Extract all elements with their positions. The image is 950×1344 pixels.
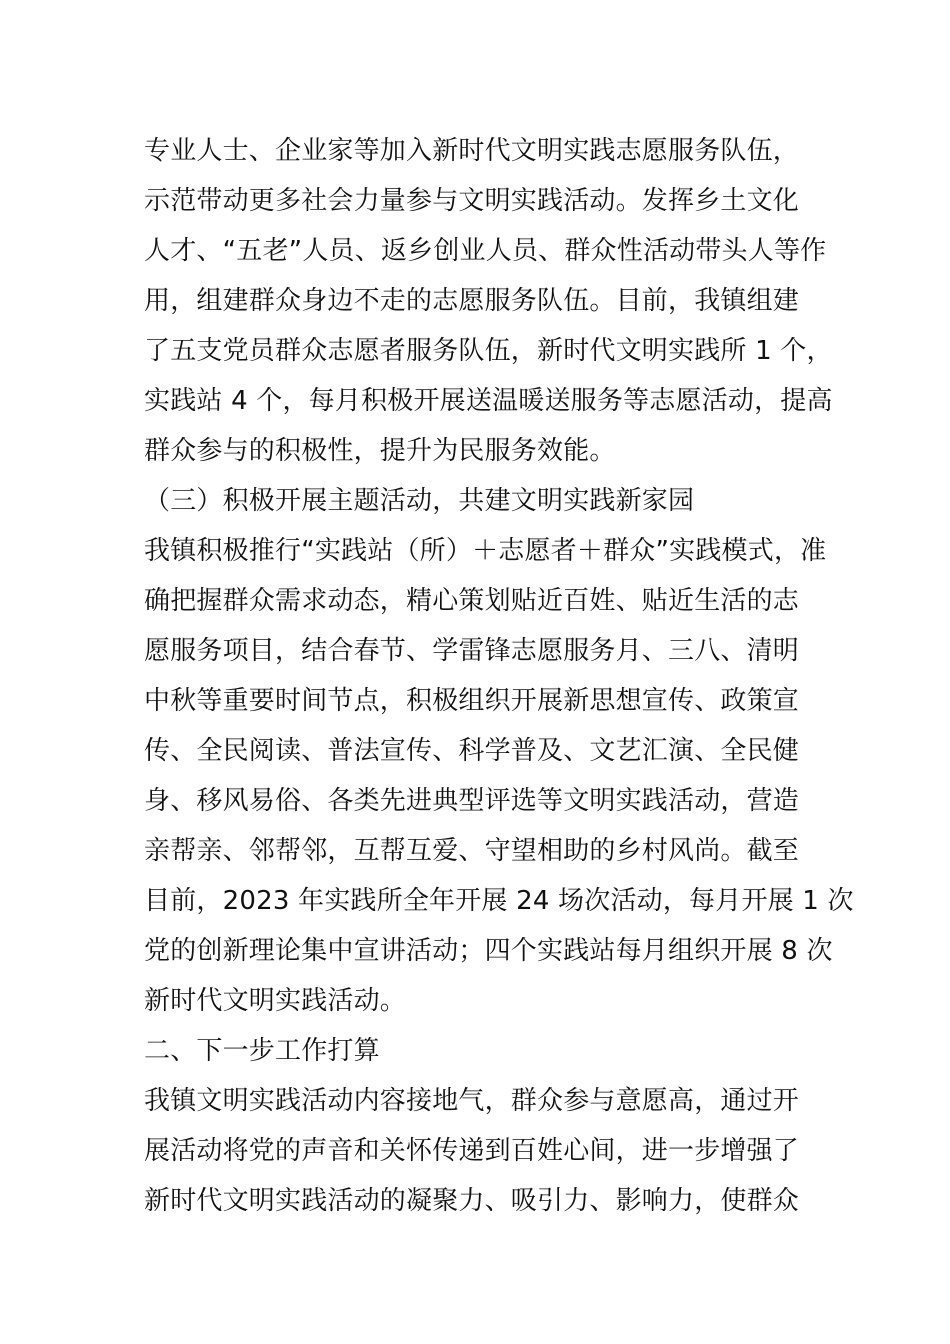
body-text-line: 新时代文明实践活动。 [144,986,407,1016]
body-text-line: 示范带动更多社会力量参与文明实践活动。发挥乡土文化 [144,186,800,216]
document-body [144,126,854,1226]
body-text-line: 实践站 4 个，每月积极开展送温暖送服务等志愿活动，提高 [144,386,833,416]
body-text-line: 人才、“五老”人员、返乡创业人员、群众性活动带头人等作 [144,236,827,266]
body-text-line: 确把握群众需求动态，精心策划贴近百姓、贴近生活的志 [144,586,800,616]
body-text-line: 了五支党员群众志愿者服务队伍，新时代文明实践所 1 个， [144,336,833,366]
body-text-line: 展活动将党的声音和关怀传递到百姓心间，进一步增强了 [144,1136,800,1166]
body-text-line: 愿服务项目，结合春节、学雷锋志愿服务月、三八、清明 [144,636,800,666]
section-heading: （三）积极开展主题活动，共建文明实践新家园 [144,486,695,516]
body-text-line: 专业人士、企业家等加入新时代文明实践志愿服务队伍， [144,136,800,166]
body-text-line: 目前，2023 年实践所全年开展 24 场次活动，每月开展 1 次 [144,886,854,916]
body-text-line: 用，组建群众身边不走的志愿服务队伍。目前，我镇组建 [144,286,800,316]
body-text-line: 我镇文明实践活动内容接地气，群众参与意愿高，通过开 [144,1086,800,1116]
body-text-line: 身、移风易俗、各类先进典型评选等文明实践活动，营造 [144,786,800,816]
body-text-line: 中秋等重要时间节点，积极组织开展新思想宣传、政策宣 [144,686,800,716]
body-text-line: 传、全民阅读、普法宣传、科学普及、文艺汇演、全民健 [144,736,800,766]
body-text-line: 群众参与的积极性，提升为民服务效能。 [144,436,616,466]
body-text-line: 我镇积极推行“实践站（所）＋志愿者＋群众”实践模式，准 [144,536,827,566]
body-text-line: 新时代文明实践活动的凝聚力、吸引力、影响力，使群众 [144,1186,800,1216]
section-heading: 二、下一步工作打算 [144,1036,380,1066]
body-text-line: 亲帮亲、邻帮邻，互帮互爱、守望相助的乡村风尚。截至 [144,836,800,866]
body-text-line: 党的创新理论集中宣讲活动；四个实践站每月组织开展 8 次 [144,936,833,966]
